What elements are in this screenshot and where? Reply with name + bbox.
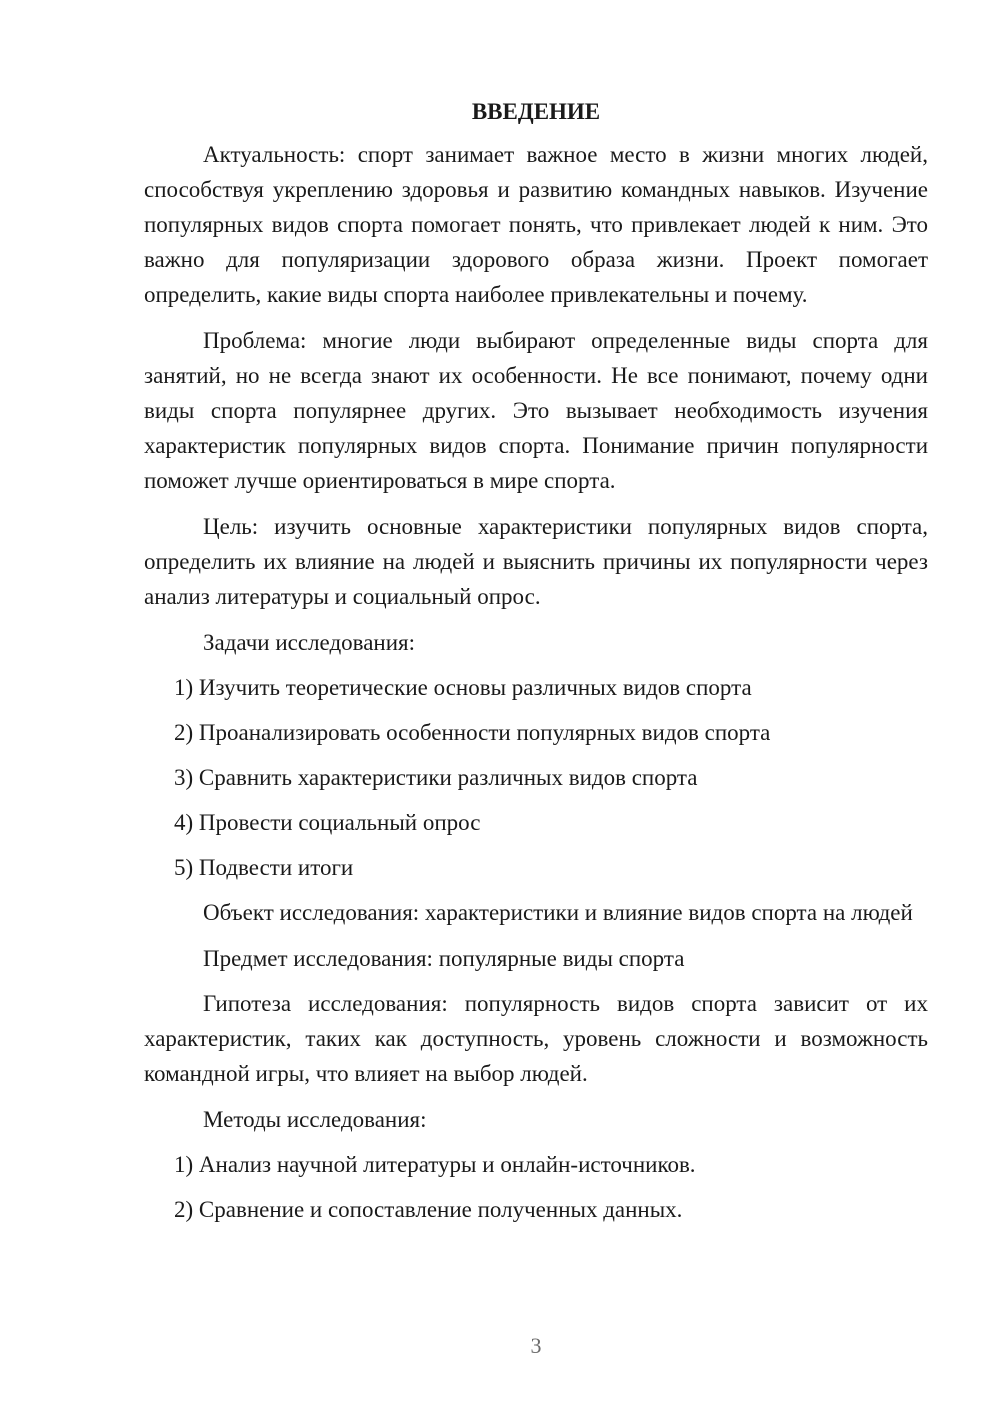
list-item: 3) Сравнить характеристики различных видов спорта [174,765,698,790]
list-item: 2) Сравнение и сопоставление полученных данных. [174,1197,683,1222]
tasks-heading: Задачи исследования: [203,630,416,655]
page-title: ВВЕДЕНИЕ [471,99,601,124]
subject-paragraph: Предмет исследования: популярные виды спорта [203,946,685,971]
page-number: 3 [530,1333,542,1358]
hypothesis-paragraph: Гипотеза исследования: популярность видов спорта зависит от их характеристик, таких как доступность, уровень сложности и возможность командной игры, что влияет на выбор людей. [144,991,928,1086]
problem-paragraph: Проблема: многие люди выбирают определенные виды спорта для занятий, но не всегда знают их особенности. Не все понимают, почему одни виды спорта популярнее других. Это вызывает необходимость изучения характеристик популярных видов спорта. Понимание причин популярности поможет лучше ориентироваться в мире спорта. [144,328,928,493]
list-item: 2) Проанализировать особенности популярных видов спорта [174,720,771,745]
methods-heading: Методы исследования: [203,1107,427,1132]
page-content [144,95,928,1237]
methods-list [144,1147,928,1227]
object-paragraph: Объект исследования: характеристики и влияние видов спорта на людей [203,900,913,925]
list-item: 1) Изучить теоретические основы различных видов спорта [174,675,752,700]
list-item: 4) Провести социальный опрос [174,810,481,835]
tasks-list [144,670,928,885]
list-item: 5) Подвести итоги [174,855,354,880]
relevance-paragraph: Актуальность: спорт занимает важное место в жизни многих людей, способствуя укреплению здоровья и развитию командных навыков. Изучение популярных видов спорта помогает понять, что привлекает людей к ним. Это важно для популяризации здорового образа жизни. Проект помогает определить, какие виды спорта наиболее привлекательны и почему. [144,142,928,307]
list-item: 1) Анализ научной литературы и онлайн-источников. [174,1152,696,1177]
goal-paragraph: Цель: изучить основные характеристики популярных видов спорта, определить их влияние на людей и выяснить причины их популярности через анализ литературы и социальный опрос. [144,514,928,609]
